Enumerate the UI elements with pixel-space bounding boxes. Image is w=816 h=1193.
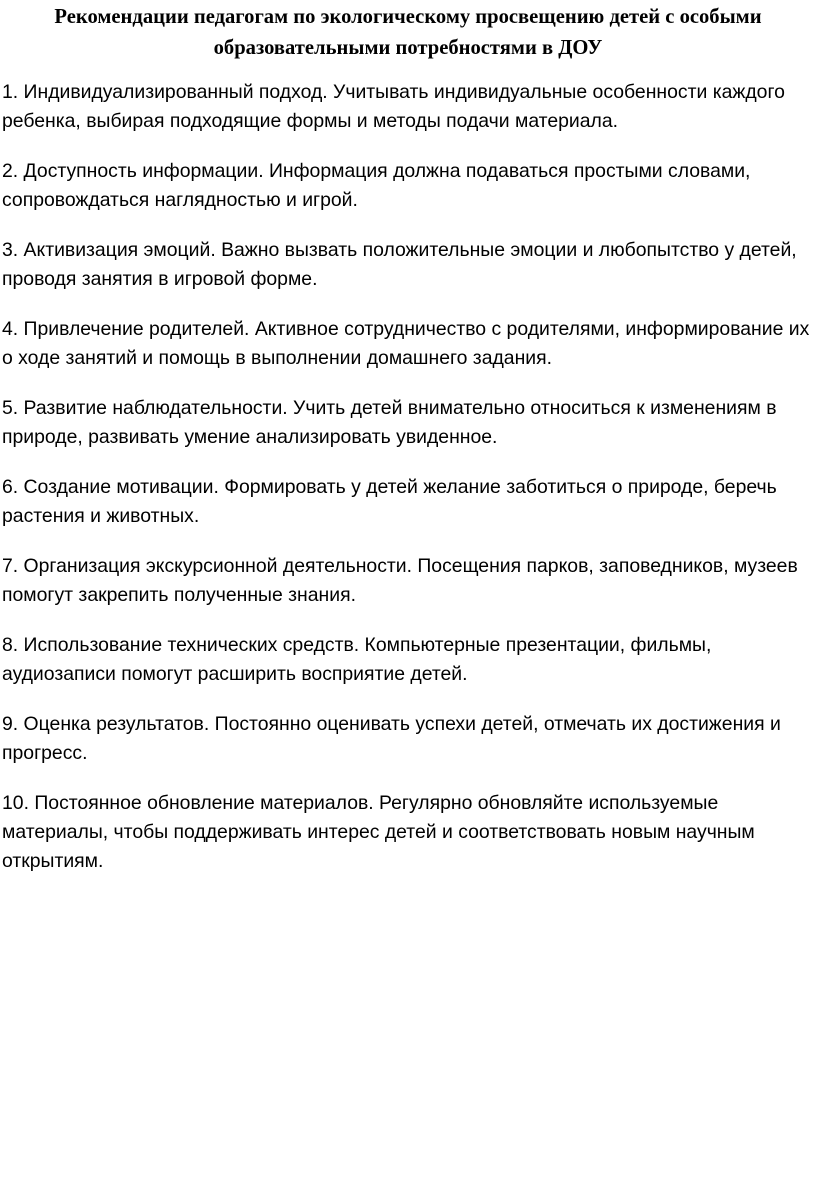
recommendations-list	[2, 78, 814, 876]
recommendation-item: 4. Привлечение родителей. Активное сотрудничество с родителями, информирование их о ходе занятий и помощь в выполнении домашнего задания.	[2, 318, 810, 369]
recommendation-item: 7. Организация экскурсионной деятельности. Посещения парков, заповедников, музеев помогут закрепить полученные знания.	[2, 555, 798, 606]
recommendation-item: 6. Создание мотивации. Формировать у детей желание заботиться о природе, беречь растения и животных.	[2, 476, 777, 527]
recommendation-item: 5. Развитие наблюдательности. Учить детей внимательно относиться к изменениям в природе, развивать умение анализировать увиденное.	[2, 397, 777, 448]
recommendation-item: 3. Активизация эмоций. Важно вызвать положительные эмоции и любопытство у детей, проводя занятия в игровой форме.	[2, 239, 797, 290]
recommendation-item: 9. Оценка результатов. Постоянно оценивать успехи детей, отмечать их достижения и прогресс.	[2, 713, 781, 764]
recommendation-item: 1. Индивидуализированный подход. Учитывать индивидуальные особенности каждого ребенка, выбирая подходящие формы и методы подачи материала.	[2, 81, 785, 132]
recommendation-item: 2. Доступность информации. Информация должна подаваться простыми словами, сопровождаться наглядностью и игрой.	[2, 160, 751, 211]
recommendation-item: 8. Использование технических средств. Компьютерные презентации, фильмы, аудиозаписи помогут расширить восприятие детей.	[2, 634, 712, 685]
document-title: Рекомендации педагогам по экологическому просвещению детей с особыми образовательными потребностями в ДОУ	[54, 6, 762, 59]
recommendation-item: 10. Постоянное обновление материалов. Регулярно обновляйте используемые материалы, чтобы поддерживать интерес детей и соответствовать новым научным открытиям.	[2, 792, 755, 872]
